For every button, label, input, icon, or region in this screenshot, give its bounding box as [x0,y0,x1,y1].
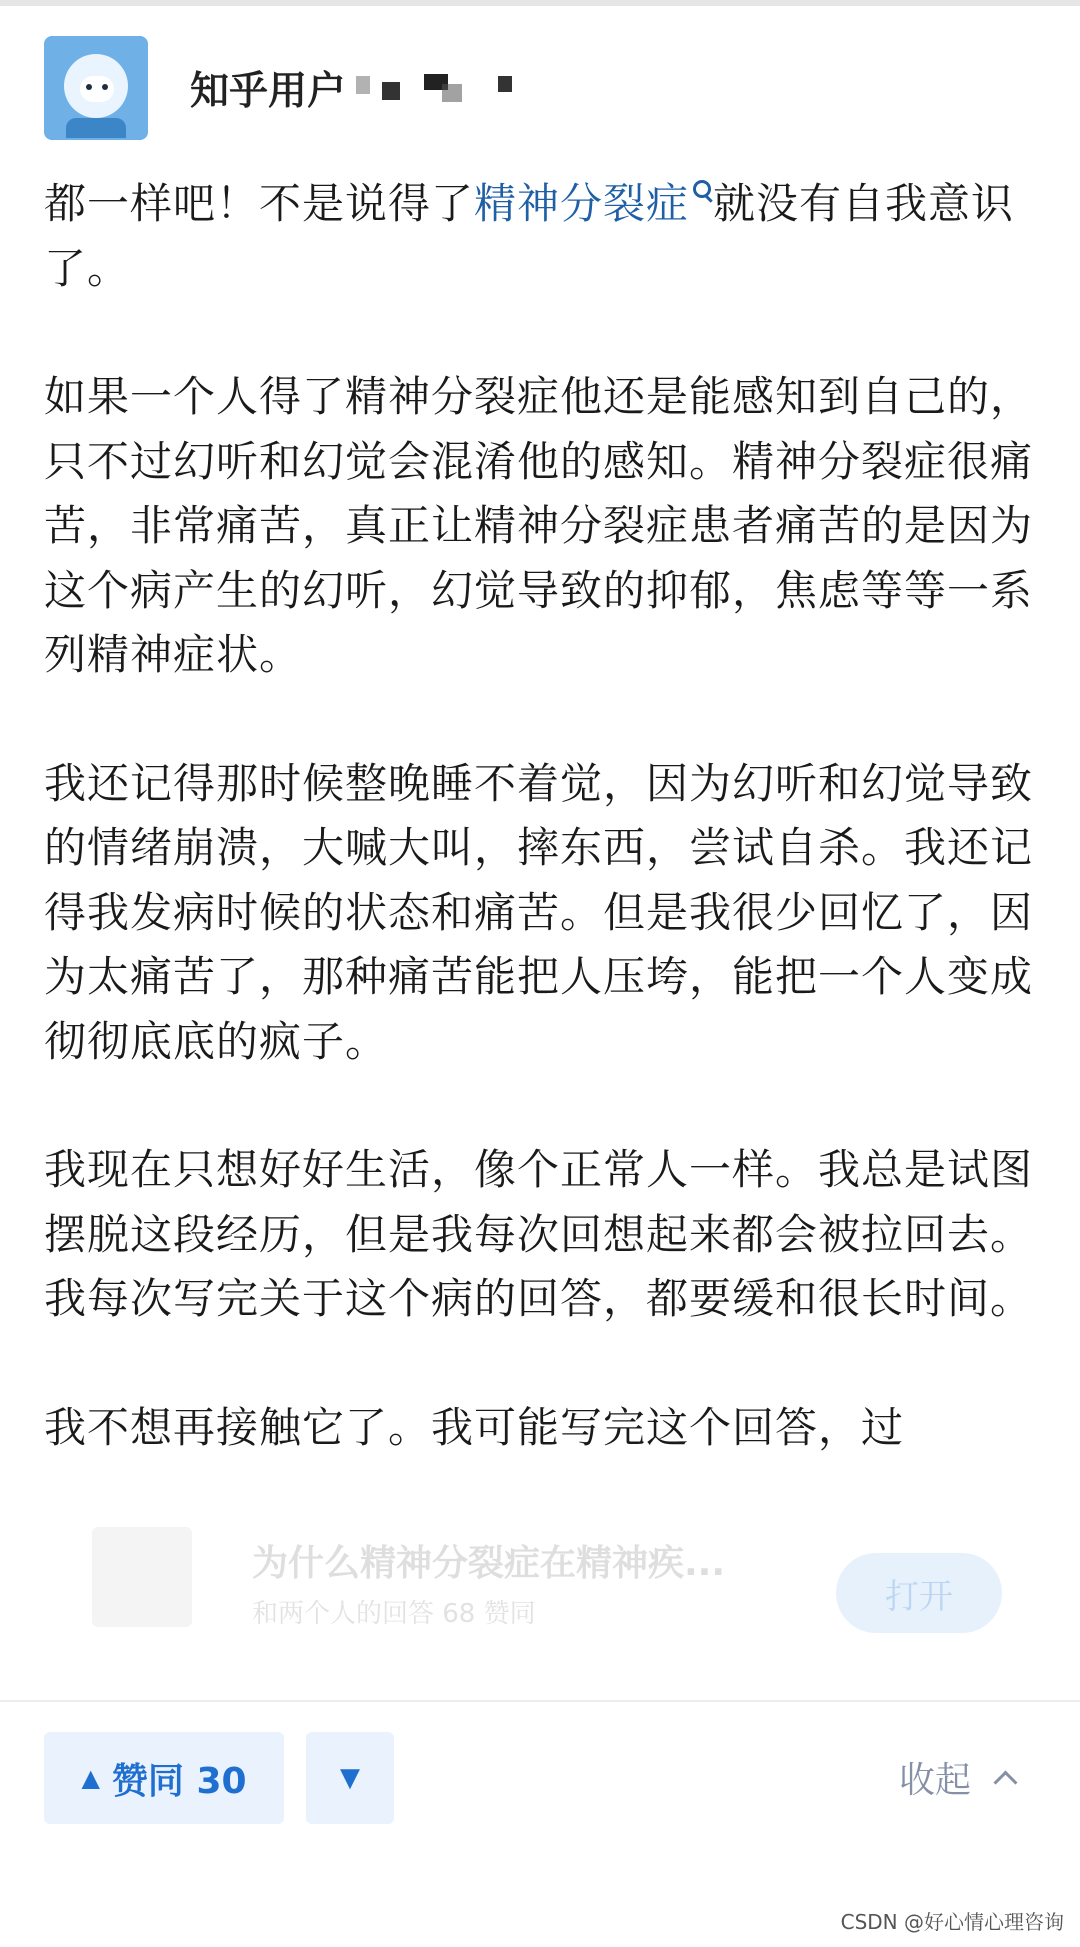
card-title[interactable]: 为什么精神分裂症在精神疾... [252,1543,726,1584]
keyword-link[interactable]: 精神分裂症 [474,179,690,228]
chevron-up-icon [993,1770,1017,1794]
card-thumbnail [92,1527,192,1627]
search-icon[interactable] [693,180,711,198]
action-bar [0,1700,1080,1852]
downvote-button[interactable] [306,1732,394,1824]
author-name[interactable] [190,60,528,116]
collapse-label: 收起 [898,1760,971,1801]
paragraph-1 [44,172,1044,301]
upvote-icon: ▲ [81,1764,100,1792]
upvote-button[interactable] [44,1732,284,1824]
redacted-name-mosaic [352,74,528,102]
p1-text-after: 就没有自我意识了。 [44,179,1015,293]
avatar[interactable] [44,36,148,140]
p1-text-before: 都一样吧！不是说得了 [44,179,475,228]
answer-content [44,172,1044,1524]
watermark: CSDN @好心情心理咨询 [840,1910,1064,1934]
open-button[interactable]: 打开 [836,1553,1002,1633]
paragraph-5: 我不想再接触它了。我可能写完这个回答，过 [44,1402,905,1452]
paragraph-3: 我还记得那时候整晚睡不着觉，因为幻听和幻觉导致的情绪崩溃，大喊大叫，摔东西，尝试自杀。我还记得我发病时候的状态和痛苦。但是我很少回忆了，因为太痛苦了，那种痛苦能把人压垮，能把一个人变成彻彻底底的疯子。 [44,758,1034,1066]
card-subtitle: 和两个人的回答 68 赞同 [252,1599,536,1629]
author-name-text[interactable]: 知乎用户 [190,69,347,114]
paragraph-2: 如果一个人得了精神分裂症他还是能感知到自己的，只不过幻听和幻觉会混淆他的感知。精神分裂症很痛苦，非常痛苦，真正让精神分裂症患者痛苦的是因为这个病产生的幻听，幻觉导致的抑郁，焦虑等等一系列精神症状。 [44,372,1034,679]
collapse-button[interactable] [899,1752,1014,1803]
author-header [44,36,528,140]
top-divider [0,0,1080,6]
paragraph-4: 我现在只想好好生活，像个正常人一样。我总是试图摆脱这段经历，但是我每次回想起来都会被拉回去。我每次写完关于这个病的回答，都要缓和很长时间。 [44,1145,1034,1323]
related-question-card[interactable] [36,1505,1040,1645]
upvote-label: 赞同 30 [111,1760,247,1802]
downvote-icon: ▼ [340,1763,360,1793]
